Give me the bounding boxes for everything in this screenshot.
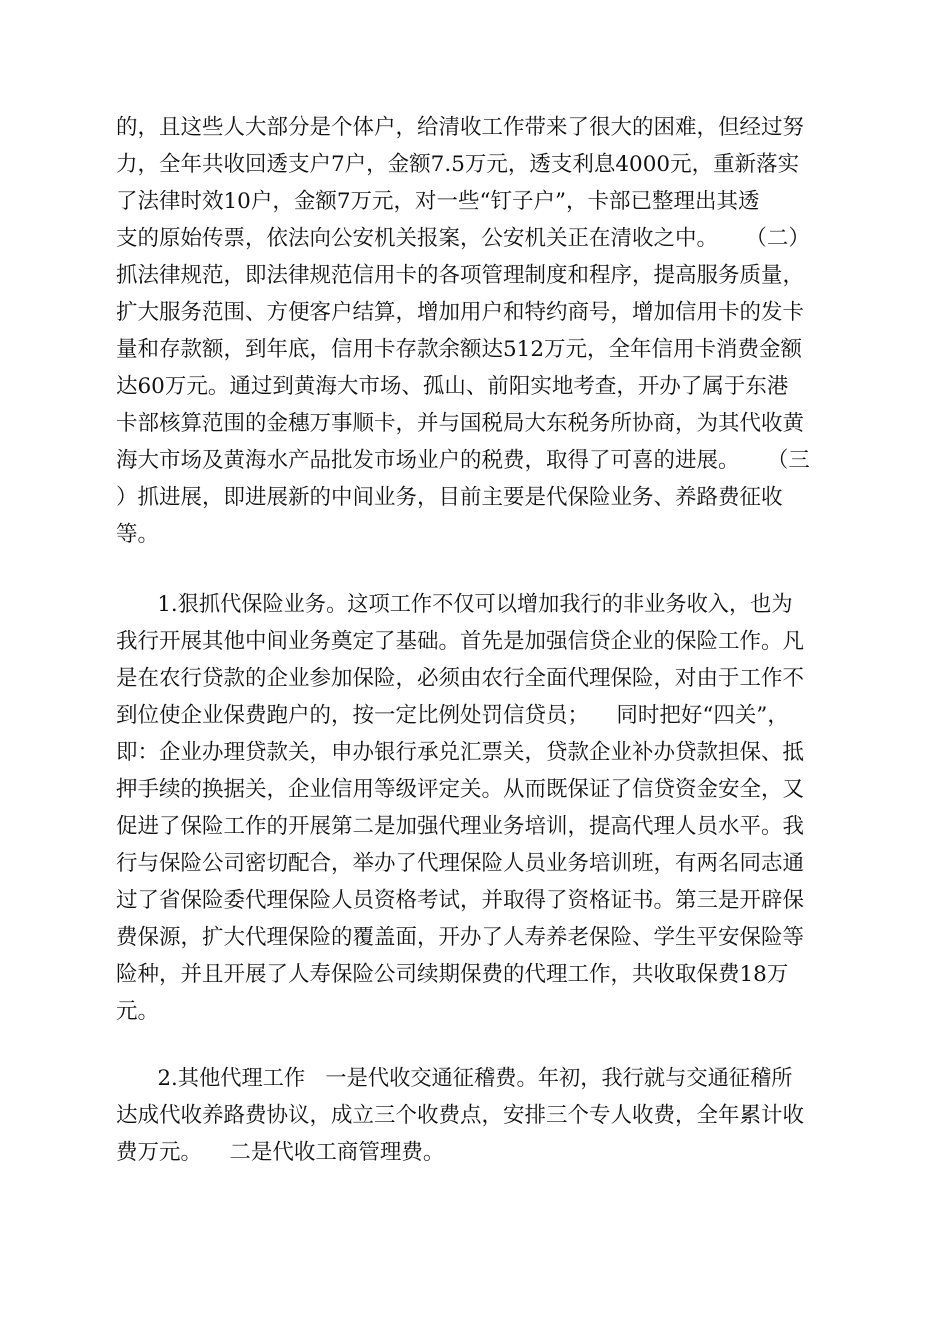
text-line: 量和存款额，到年底，信用卡存款余额达512万元，全年信用卡消费金额 xyxy=(116,337,803,362)
text-line: 力，全年共收回透支户7户，金额7.5万元，透支利息4000元，重新落实 xyxy=(116,152,800,177)
text-line: 抓法律规范，即法律规范信用卡的各项管理制度和程序，提高服务质量， xyxy=(116,263,805,288)
text-line: 险种，并且开展了人寿保险公司续期保费的代理工作，共收取保费18万 xyxy=(116,962,789,987)
text-line: 1.狠抓代保险业务。这项工作不仅可以增加我行的非业务收入，也为 xyxy=(157,592,793,617)
text-line: 达成代收养路费协议，成立三个收费点，安排三个专人收费，全年累计收 xyxy=(116,1103,805,1128)
text-line: 费万元。 二是代收工商管理费。 xyxy=(116,1140,445,1165)
text-line: 促进了保险工作的开展第二是加强代理业务培训，提高代理人员水平。我 xyxy=(116,814,805,839)
text-line: 的，且这些人大部分是个体户，给清收工作带来了很大的困难，但经过努 xyxy=(116,115,805,140)
text-line: 扩大服务范围、方便客户结算，增加用户和特约商号，增加信用卡的发卡 xyxy=(116,300,805,325)
text-line: 行与保险公司密切配合，举办了代理保险人员业务培训班，有两名同志通 xyxy=(116,851,805,876)
text-line: 押手续的换据关，企业信用等级评定关。从而既保证了信贷资金安全，又 xyxy=(116,777,805,802)
text-line: 支的原始传票，依法向公安机关报案，公安机关正在清收之中。 （二） xyxy=(116,226,810,251)
text-line: 即：企业办理贷款关，申办银行承兑汇票关，贷款企业补办贷款担保、抵 xyxy=(116,740,805,765)
paragraph-other-agency xyxy=(116,1060,836,1171)
paragraph-insurance-agency xyxy=(116,586,836,1030)
paragraph-card-clearance xyxy=(116,109,836,553)
text-line: 卡部核算范围的金穗万事顺卡，并与国税局大东税务所协商，为其代收黄 xyxy=(116,411,805,436)
text-line: 等。 xyxy=(116,522,160,547)
text-line: 2.其他代理工作 一是代收交通征稽费。年初，我行就与交通征稽所 xyxy=(157,1066,793,1091)
text-line: 我行开展其他中间业务奠定了基础。首先是加强信贷企业的保险工作。凡 xyxy=(116,629,805,654)
text-line: ）抓进展，即进展新的中间业务，目前主要是代保险业务、养路费征收 xyxy=(116,485,783,510)
text-line: 元。 xyxy=(116,999,160,1024)
text-line: 达60万元。通过到黄海大市场、孤山、前阳实地考查，开办了属于东港 xyxy=(116,374,789,399)
text-line: 费保源，扩大代理保险的覆盖面，开办了人寿养老保险、学生平安保险等 xyxy=(116,925,805,950)
text-line: 海大市场及黄海水产品批发市场业户的税费，取得了可喜的进展。 （三 xyxy=(116,448,810,473)
text-line: 到位使企业保费跑户的，按一定比例处罚信贷员； 同时把好“四关”， xyxy=(116,703,789,728)
text-line: 是在农行贷款的企业参加保险，必须由农行全面代理保险，对由于工作不 xyxy=(116,666,805,691)
text-line: 了法律时效10户，金额7万元，对一些“钉子户”，卡部已整理出其透 xyxy=(116,189,760,214)
text-line: 过了省保险委代理保险人员资格考试，并取得了资格证书。第三是开辟保 xyxy=(116,888,805,913)
